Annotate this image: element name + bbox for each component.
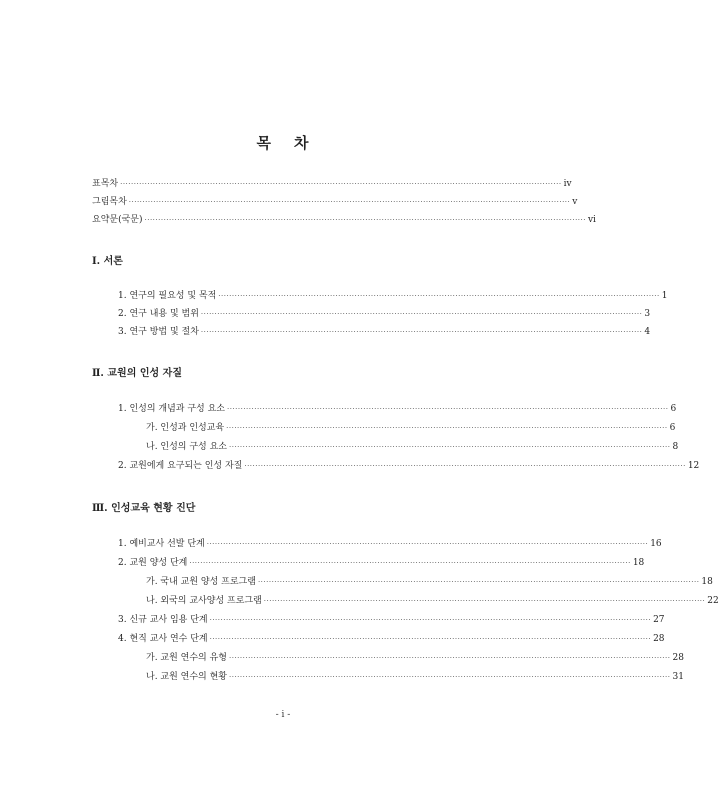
dot-leader: ·································································································································································· — [263, 597, 706, 605]
toc-entry-page: 4 — [644, 327, 651, 337]
toc-entry-label: 나. 외국의 교사양성 프로그램 — [146, 596, 262, 606]
toc-entry-label: 요약문(국문) — [92, 215, 143, 225]
toc-entry-page: iv — [563, 179, 572, 189]
toc-entry-page: 18 — [632, 558, 645, 568]
toc-entry-label: 2. 연구 내용 및 범위 — [118, 309, 199, 319]
dot-leader: ·································································································································································· — [229, 673, 671, 681]
toc-subentry[interactable] — [146, 576, 713, 588]
chapter-heading[interactable]: Ⅱ. 교원의 인성 자질 — [92, 368, 182, 379]
toc-entry-label: 표목차 — [92, 179, 119, 189]
page-number: - i - — [275, 710, 291, 720]
dot-leader: ·································································································································································· — [218, 292, 660, 300]
toc-entry-page: 8 — [672, 442, 679, 452]
toc-entry-label: 3. 신규 교사 임용 단계 — [118, 615, 208, 625]
toc-entry[interactable] — [118, 308, 651, 320]
dot-leader: ·································································································································································· — [120, 180, 562, 188]
toc-entry-page: 18 — [701, 577, 713, 587]
dot-leader: ·································································································································································· — [226, 424, 668, 432]
toc-entry-page: 28 — [672, 653, 684, 663]
toc-entry-page: vi — [587, 215, 596, 225]
chapter-heading[interactable]: Ⅰ. 서론 — [92, 256, 123, 267]
toc-entry-label: 가. 인성과 인성교육 — [146, 423, 225, 433]
dot-leader: ·································································································································································· — [144, 216, 586, 224]
dot-leader: ·································································································································································· — [229, 654, 671, 662]
dot-leader: ·································································································································································· — [209, 635, 652, 643]
toc-entry-page: 27 — [653, 615, 665, 625]
chapter-heading[interactable]: Ⅲ. 인성교육 현황 진단 — [92, 503, 196, 514]
dot-leader: ·································································································································································· — [206, 540, 649, 548]
toc-entry-page: v — [572, 197, 578, 207]
toc-subentry[interactable] — [146, 441, 679, 453]
dot-leader: ·································································································································································· — [189, 559, 631, 567]
toc-entry-front-matter[interactable] — [92, 214, 596, 226]
dot-leader: ·································································································································································· — [229, 443, 671, 451]
toc-entry-page: 6 — [669, 423, 676, 433]
toc-entry[interactable] — [118, 326, 651, 338]
toc-entry[interactable] — [118, 557, 645, 569]
toc-entry-label: 3. 연구 방법 및 절차 — [118, 327, 199, 337]
toc-entry-page: 22 — [707, 596, 719, 606]
toc-entry-label: 그림목차 — [92, 197, 127, 207]
toc-entry[interactable] — [118, 290, 668, 302]
toc-entry-page: 31 — [672, 672, 684, 682]
page-title — [0, 132, 566, 153]
toc-entry[interactable] — [118, 460, 700, 472]
toc-subentry[interactable] — [146, 595, 719, 607]
toc-entry[interactable] — [118, 614, 665, 626]
title-part-2: 차 — [294, 134, 310, 152]
dot-leader: ·································································································································································· — [200, 328, 643, 336]
toc-entry[interactable] — [118, 403, 677, 415]
toc-entry-label: 1. 예비교사 선발 단계 — [118, 539, 205, 549]
title-part-1: 목 — [256, 134, 272, 152]
toc-entry-page: 3 — [644, 309, 651, 319]
toc-entry-page: 16 — [650, 539, 662, 549]
toc-entry-label: 2. 교원에게 요구되는 인성 자질 — [118, 461, 243, 471]
toc-entry[interactable] — [118, 633, 665, 645]
toc-entry-page: 12 — [687, 461, 700, 471]
toc-entry-label: 2. 교원 양성 단계 — [118, 558, 188, 568]
toc-entry-label: 가. 교원 연수의 유형 — [146, 653, 227, 663]
toc-entry-label: 가. 국내 교원 양성 프로그램 — [146, 577, 256, 587]
toc-entry-label: 4. 현직 교사 연수 단계 — [118, 634, 208, 644]
dot-leader: ·································································································································································· — [226, 405, 669, 413]
dot-leader: ·································································································································································· — [244, 462, 686, 470]
toc-entry-page: 6 — [670, 404, 677, 414]
toc-entry-front-matter[interactable] — [92, 178, 572, 190]
toc-entry-label: 나. 교원 연수의 현황 — [146, 672, 227, 682]
dot-leader: ·································································································································································· — [257, 578, 700, 586]
toc-subentry[interactable] — [146, 652, 684, 664]
dot-leader: ·································································································································································· — [200, 310, 643, 318]
toc-entry-front-matter[interactable] — [92, 196, 578, 208]
toc-entry-page: 1 — [661, 291, 668, 301]
toc-entry[interactable] — [118, 538, 662, 550]
toc-subentry[interactable] — [146, 422, 676, 434]
toc-entry-label: 1. 인성의 개념과 구성 요소 — [118, 404, 225, 414]
dot-leader: ·································································································································································· — [209, 616, 652, 624]
dot-leader: ·································································································································································· — [128, 198, 571, 206]
toc-entry-label: 나. 인성의 구성 요소 — [146, 442, 227, 452]
toc-subentry[interactable] — [146, 671, 684, 683]
toc-entry-label: 1. 연구의 필요성 및 목적 — [118, 291, 217, 301]
toc-entry-page: 28 — [653, 634, 665, 644]
